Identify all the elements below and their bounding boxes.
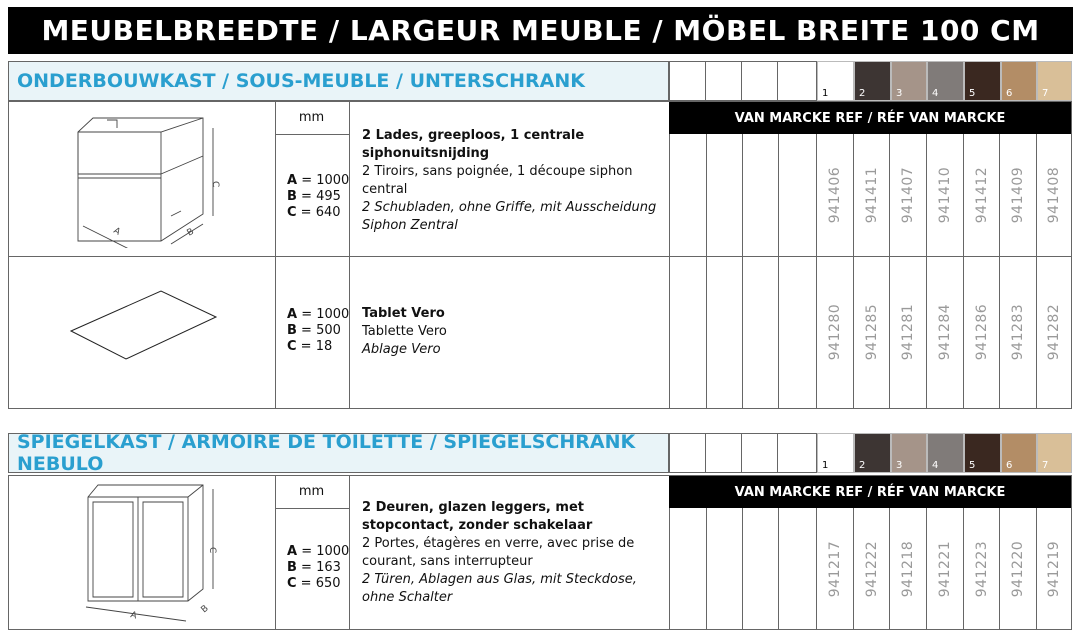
color-swatch-2: 2 — [854, 61, 891, 101]
color-swatch-1: 1 — [817, 433, 854, 473]
mm-label: mm — [298, 110, 325, 125]
blank-header-cell — [705, 61, 743, 101]
section-heading: SPIEGELKAST / ARMOIRE DE TOILETTE / SPIEGELSCHRANK NEBULO — [8, 433, 669, 473]
ref-code: 941222 — [864, 540, 881, 598]
desc-de: 2 Schubladen, ohne Griffe, mit Ausscheidung Siphon Zentral — [362, 200, 657, 233]
ref-code: 941219 — [1046, 540, 1063, 598]
ref-code: 941409 — [1010, 166, 1027, 223]
color-swatch-3: 3 — [891, 61, 927, 101]
section-spiegelkast — [8, 433, 1072, 630]
ref-code: 941408 — [1046, 166, 1063, 223]
ref-code: 941223 — [974, 540, 991, 598]
dimensions: A = 1000 B = 495 C = 640 — [287, 173, 350, 220]
color-swatch-6: 6 — [1001, 61, 1037, 101]
blank-header-cell — [705, 433, 743, 473]
svg-text:C: C — [210, 181, 220, 188]
color-swatch-7: 7 — [1037, 61, 1072, 101]
color-swatch-3: 3 — [891, 433, 927, 473]
blank-header-cell — [741, 61, 779, 101]
ref-code: 941285 — [864, 303, 881, 361]
ref-code: 941217 — [827, 540, 844, 598]
ref-code: 941286 — [974, 303, 991, 361]
desc-nl: Tablet Vero — [362, 306, 445, 321]
ref-code: 941410 — [937, 166, 954, 223]
svg-text:A: A — [111, 225, 122, 238]
blank-header-cell — [777, 61, 817, 101]
ref-code: 941280 — [827, 303, 844, 361]
page-title: MEUBELBREEDTE / LARGEUR MEUBLE / MÖBEL BREITE 100 CM — [8, 7, 1073, 54]
ref-code: 941284 — [937, 303, 954, 361]
color-swatch-4: 4 — [927, 433, 964, 473]
ref-header-bar: VAN MARCKE REF / RÉF VAN MARCKE — [669, 476, 1071, 508]
blank-header-cell — [669, 433, 707, 473]
color-swatch-5: 5 — [964, 433, 1001, 473]
ref-header-bar: VAN MARCKE REF / RÉF VAN MARCKE — [669, 102, 1071, 134]
dimensions: A = 1000 B = 163 C = 650 — [287, 544, 350, 591]
ref-code: 941218 — [900, 540, 917, 598]
svg-text:C: C — [207, 547, 217, 554]
svg-text:B: B — [185, 226, 196, 239]
color-swatch-1: 1 — [817, 61, 854, 101]
desc-de: Ablage Vero — [362, 342, 441, 357]
blank-header-cell — [669, 61, 707, 101]
svg-text:A: A — [129, 610, 138, 622]
color-swatch-6: 6 — [1001, 433, 1037, 473]
desc-fr: 2 Tiroirs, sans poignée, 1 découpe siphon central — [362, 164, 633, 197]
ref-code: 941283 — [1010, 303, 1027, 361]
ref-code: 941407 — [900, 166, 917, 223]
desc-nl: 2 Lades, greeploos, 1 centrale siphonuitsnijding — [362, 128, 585, 161]
ref-code: 941220 — [1010, 540, 1027, 598]
ref-code: 941411 — [864, 166, 881, 223]
color-swatch-4: 4 — [927, 61, 964, 101]
drawer-cabinet-drawing — [63, 106, 233, 248]
mm-label: mm — [298, 484, 325, 499]
blank-header-cell — [777, 433, 817, 473]
svg-text:B: B — [199, 603, 211, 616]
section-heading: ONDERBOUWKAST / SOUS-MEUBLE / UNTERSCHRANK — [8, 61, 669, 101]
desc-de: 2 Türen, Ablagen aus Glas, mit Steckdose, ohne Schalter — [362, 572, 637, 605]
product-description — [362, 127, 662, 235]
mirror-cabinet-drawing — [68, 479, 228, 624]
tablet-top-drawing — [66, 289, 236, 369]
color-swatch-2: 2 — [854, 433, 891, 473]
color-swatch-5: 5 — [964, 61, 1001, 101]
section-onderbouwkast — [8, 61, 1072, 409]
desc-nl: 2 Deuren, glazen leggers, met stopcontact, zonder schakelaar — [362, 500, 593, 533]
blank-header-cell — [741, 433, 779, 473]
desc-fr: Tablette Vero — [362, 324, 447, 339]
ref-code: 941406 — [827, 166, 844, 223]
product-description — [362, 305, 662, 359]
desc-fr: 2 Portes, étagères en verre, avec prise de courant, sans interrupteur — [362, 536, 635, 569]
ref-code: 941221 — [937, 540, 954, 598]
ref-code: 941281 — [900, 303, 917, 361]
dimensions: A = 1000 B = 500 C = 18 — [287, 307, 350, 354]
product-description — [362, 499, 666, 607]
ref-code: 941412 — [974, 166, 991, 223]
ref-code: 941282 — [1046, 303, 1063, 361]
color-swatch-7: 7 — [1037, 433, 1072, 473]
